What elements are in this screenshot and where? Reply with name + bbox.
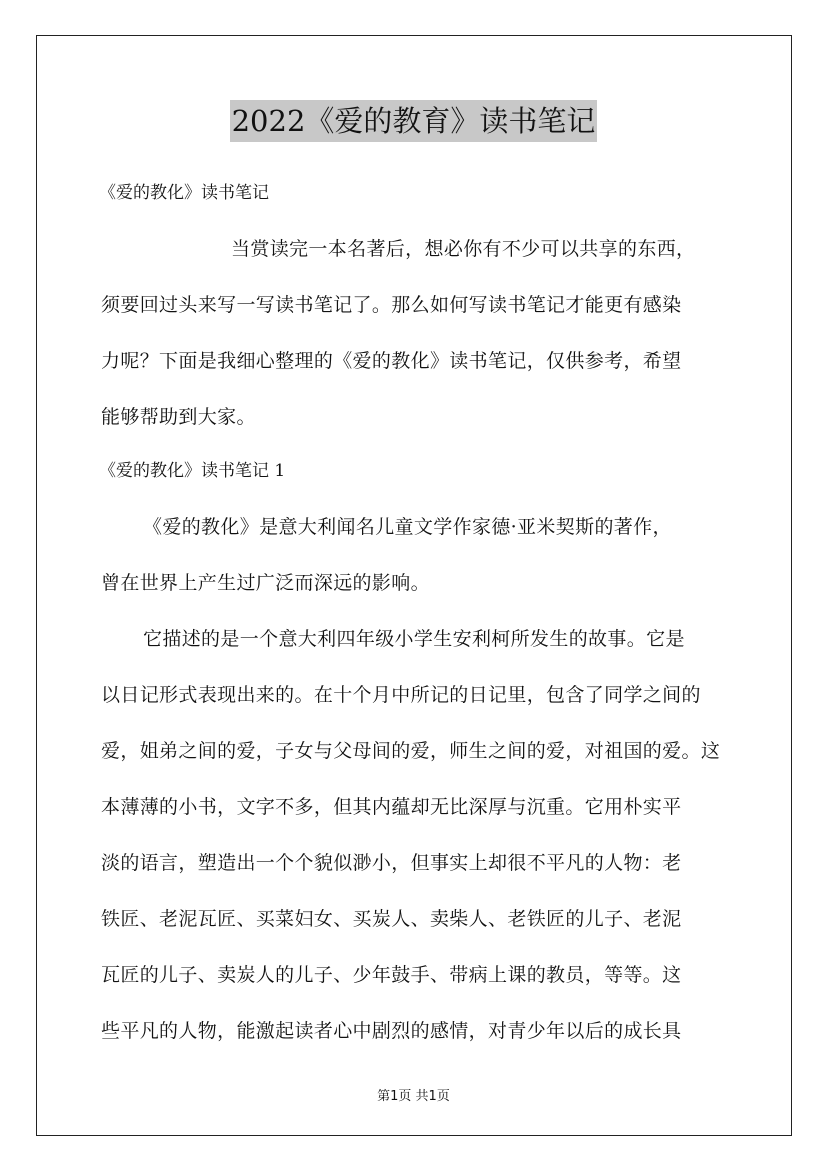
paragraph-line: 铁匠、老泥瓦匠、买菜妇女、买炭人、卖柴人、老铁匠的儿子、老泥 bbox=[101, 908, 682, 930]
page-footer: 第1页 共1页 bbox=[377, 1089, 450, 1104]
intro-line: 当赏读完一本名著后，想必你有不少可以共享的东西， bbox=[231, 238, 696, 260]
document-title: 2022《爱的教育》读书笔记 bbox=[230, 100, 598, 142]
document-body bbox=[101, 174, 729, 1050]
paragraph-line: 瓦匠的儿子、卖炭人的儿子、少年鼓手、带病上课的教员，等等。这 bbox=[101, 964, 682, 986]
intro-paragraph bbox=[101, 230, 729, 436]
intro-line: 力呢？下面是我细心整理的《爱的教化》读书笔记，仅供参考，希望 bbox=[101, 350, 682, 372]
paragraph-1 bbox=[101, 508, 729, 602]
paragraph-2 bbox=[101, 620, 729, 1050]
paragraph-line: 以日记形式表现出来的。在十个月中所记的日记里，包含了同学之间的 bbox=[101, 684, 701, 706]
paragraph-line: 本薄薄的小书，文字不多，但其内蕴却无比深厚与沉重。它用朴实平 bbox=[101, 796, 682, 818]
paragraph-line: 曾在世界上产生过广泛而深远的影响。 bbox=[101, 572, 430, 594]
paragraph-line: 它描述的是一个意大利四年级小学生安利柯所发生的故事。它是 bbox=[143, 628, 685, 650]
section-heading: 《爱的教化》读书笔记 1 bbox=[99, 461, 286, 481]
intro-line: 须要回过头来写一写读书笔记了。那么如何写读书笔记才能更有感染 bbox=[101, 294, 682, 316]
paragraph-line: 爱，姐弟之间的爱，子女与父母间的爱，师生之间的爱，对祖国的爱。这 bbox=[101, 740, 721, 762]
intro-line: 能够帮助到大家。 bbox=[101, 406, 256, 428]
title-container bbox=[0, 100, 827, 142]
paragraph-line: 些平凡的人物，能激起读者心中剧烈的感情，对青少年以后的成长具 bbox=[101, 1020, 682, 1042]
subheading: 《爱的教化》读书笔记 bbox=[99, 183, 269, 203]
paragraph-line: 《爱的教化》是意大利闻名儿童文学作家德·亚米契斯的著作， bbox=[143, 516, 672, 538]
paragraph-line: 淡的语言，塑造出一个个貌似渺小，但事实上却很不平凡的人物：老 bbox=[101, 852, 682, 874]
